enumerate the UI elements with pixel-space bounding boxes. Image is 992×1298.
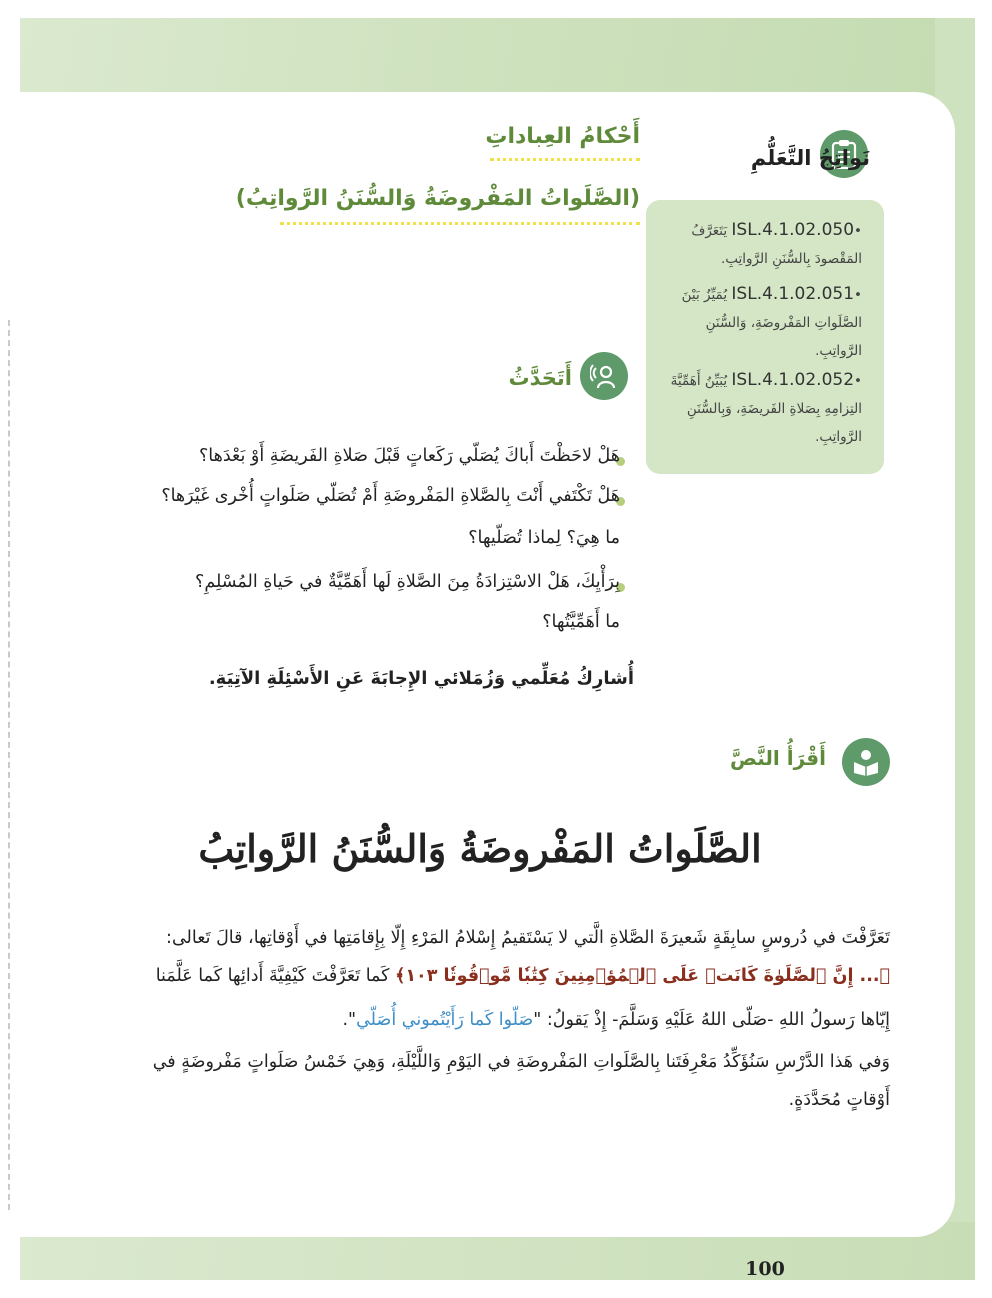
- title-underline: [490, 158, 640, 161]
- reading-icon: [842, 738, 890, 786]
- page-number: 100: [745, 1258, 785, 1280]
- outcome-code: ISL.4.1.02.052: [731, 370, 855, 390]
- paragraph-line: أَوْقاتٍ مُحَدَّدَةٍ.: [788, 1090, 890, 1110]
- outcome-text: يُمَيِّزُ بَيْنَ: [681, 287, 728, 303]
- outcome-text: الصَّلَواتِ المَفْروضَةِ، وَالسُّنَنِ: [705, 315, 862, 331]
- hadith-quote: صَلّوا كَما رَأَيْتُموني أُصَلّي: [356, 1010, 534, 1030]
- outcome-item: •ISL.4.1.02.050 يَتَعَرَّفُ المَقْصودَ بِالسُّنَنِ الرَّواتِبِ.: [691, 220, 862, 267]
- outcomes-title: نَواتِجُ التَّعَلُّمِ: [750, 146, 870, 170]
- outcome-code: ISL.4.1.02.050: [731, 220, 855, 240]
- outcome-item: •ISL.4.1.02.051 يُمَيِّزُ بَيْنَ الصَّلَواتِ المَفْروضَةِ، وَالسُّنَنِ الرَّواتِبِ.: [681, 284, 862, 359]
- binding-edge: [8, 320, 10, 1210]
- section-title: أَحْكامُ العِباداتِ: [485, 124, 640, 149]
- outcome-text: الرَّواتِبِ.: [815, 343, 862, 359]
- speak-title: أَتَحَدَّثُ: [508, 366, 572, 390]
- outcome-text: يُبَيِّنُ أَهَمِّيَّةَ: [670, 373, 728, 389]
- outcome-text: التِزامِهِ بِصَلاةِ الفَريضَةِ، وَبِالسُّنَنِ: [686, 401, 862, 417]
- subtitle-underline: [280, 222, 640, 225]
- paragraph-text: ".: [342, 1010, 357, 1030]
- speaker-icon: [580, 352, 628, 400]
- lesson-main-title: الصَّلَواتُ المَفْروضَةُ وَالسُّنَنُ الرَّواتِبُ: [198, 826, 762, 871]
- question-text: هَلْ تَكْتَفي أَنْتَ بِالصَّلاةِ المَفْروضَةِ أَمْ تُصَلّي صَلَواتٍ أُخْرى غَيْرَها؟: [161, 486, 620, 506]
- quran-verse: ﴿... إِنَّ ٱلصَّلَوٰةَ كَانَتۡ عَلَى ٱلۡمُؤۡمِنِينَ كِتَٰبٗا مَّوۡقُوتٗا ١٠٣﴾: [395, 966, 890, 986]
- paragraph-text: إِيّاها رَسولُ اللهِ -صَلّى اللهُ عَلَيْهِ وَسَلَّمَ- إِذْ يَقولُ: ": [533, 1010, 890, 1030]
- paragraph-line: تَعَرَّفْتَ في دُروسٍ سابِقَةٍ شَعيرَةَ الصَّلاةِ الَّتي لا يَسْتَقيمُ إِسْلامُ المَرْءِ إِلّا بِإِقامَتِها في أَوْقاتِها، قالَ تَعالى:: [166, 928, 890, 948]
- question-text: ما أَهَمِّيَّتُها؟: [542, 612, 620, 632]
- outcome-text: يَتَعَرَّفُ: [691, 223, 728, 239]
- outcome-text: المَقْصودَ بِالسُّنَنِ الرَّواتِبِ.: [720, 251, 862, 267]
- share-instruction: أُشارِكُ مُعَلِّمي وَزُمَلائي الإِجابَةَ عَنِ الأَسْئِلَةِ الآتِيَةِ.: [208, 668, 634, 689]
- paragraph-line: [82, 966, 890, 986]
- paragraph-line: [82, 1010, 890, 1030]
- outcome-code: ISL.4.1.02.051: [731, 284, 855, 304]
- lesson-subtitle: (الصَّلَواتُ المَفْروضَةُ وَالسُّنَنُ الرَّواتِبُ): [235, 186, 640, 211]
- outcome-text: الرَّواتِبِ.: [815, 429, 862, 445]
- outcomes-box: [646, 200, 884, 474]
- question-text: بِرَأْيِكَ، هَلْ الاسْتِزادَةُ مِنَ الصَّلاةِ لَها أَهَمِّيَّةٌ في حَياةِ المُسْلِمِ؟: [195, 572, 620, 592]
- question-text: هَلْ لاحَظْتَ أَباكَ يُصَلّي رَكَعاتٍ قَبْلَ صَلاةِ الفَريضَةِ أَوْ بَعْدَها؟: [199, 446, 620, 466]
- paragraph-text: كَما تَعَرَّفْتَ كَيْفِيَّةَ أَدائِها كَما عَلَّمَنا: [155, 966, 390, 986]
- question-text: ما هِيَ؟ لِماذا تُصَلّيها؟: [468, 528, 620, 548]
- outcome-item: •ISL.4.1.02.052 يُبَيِّنُ أَهَمِّيَّةَ التِزامِهِ بِصَلاةِ الفَريضَةِ، وَبِالسُّنَنِ الرَّواتِبِ.: [670, 370, 862, 445]
- paragraph-line: وَفي هَذا الدَّرْسِ سَنُؤَكِّدُ مَعْرِفَتَنا بِالصَّلَواتِ المَفْروضَةِ في اليَوْمِ وَاللَّيْلَةِ، وَهِيَ خَمْسُ صَلَواتٍ مَفْروضَةٍ في: [152, 1052, 890, 1072]
- read-title: أَقْرَأُ النَّصَّ: [729, 746, 826, 770]
